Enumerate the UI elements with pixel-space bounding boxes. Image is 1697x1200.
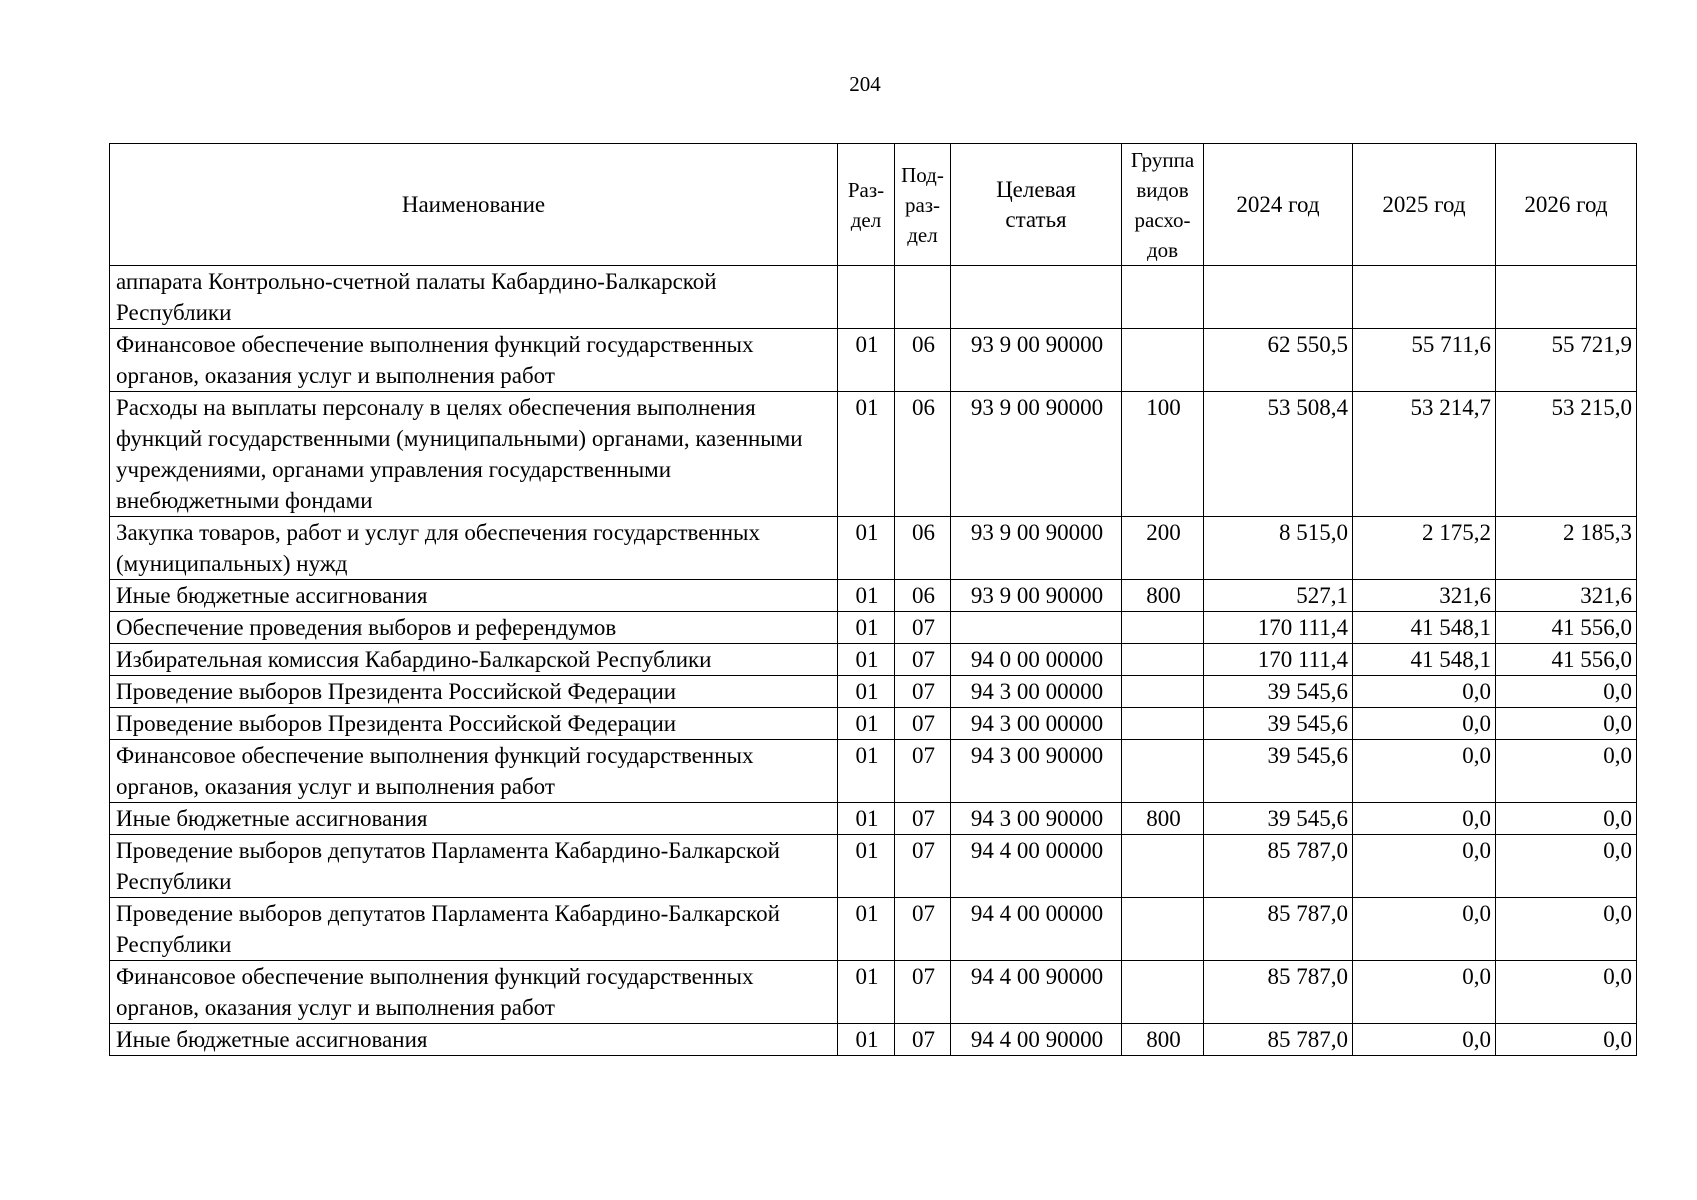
cell-name: Иные бюджетные ассигнования: [110, 803, 838, 835]
cell-podrazdel: 07: [895, 1024, 951, 1056]
cell-target: 94 0 00 00000: [951, 644, 1122, 676]
cell-target: 94 4 00 00000: [951, 898, 1122, 961]
cell-2025: 0,0: [1353, 898, 1496, 961]
header-2026-label: 2026 год: [1524, 191, 1608, 217]
cell-2024: 39 545,6: [1204, 676, 1353, 708]
cell-target: 94 3 00 90000: [951, 803, 1122, 835]
cell-podrazdel: 07: [895, 708, 951, 740]
header-target: [951, 144, 1122, 266]
header-2025: [1353, 144, 1496, 266]
cell-2026: 0,0: [1496, 835, 1637, 898]
cell-podrazdel: 07: [895, 803, 951, 835]
cell-name: Закупка товаров, работ и услуг для обеспечения государственных (муниципальных) нужд: [110, 517, 838, 580]
table-row: [110, 1024, 1637, 1056]
cell-podrazdel: 06: [895, 392, 951, 517]
cell-group: [1122, 835, 1204, 898]
table-row: [110, 580, 1637, 612]
cell-razdel: 01: [838, 1024, 895, 1056]
header-podrazdel: [895, 144, 951, 266]
cell-target: 94 3 00 00000: [951, 676, 1122, 708]
cell-target: 94 4 00 90000: [951, 1024, 1122, 1056]
header-podrazdel-label: Под- раз- дел: [901, 162, 944, 247]
cell-2024: 62 550,5: [1204, 329, 1353, 392]
cell-2024: 53 508,4: [1204, 392, 1353, 517]
cell-2025: 55 711,6: [1353, 329, 1496, 392]
cell-target: 94 4 00 00000: [951, 835, 1122, 898]
cell-2024: 85 787,0: [1204, 961, 1353, 1024]
cell-name: Финансовое обеспечение выполнения функций государственных органов, оказания услуг и выполнения работ: [110, 329, 838, 392]
cell-group: [1122, 612, 1204, 644]
cell-razdel: 01: [838, 898, 895, 961]
cell-razdel: 01: [838, 961, 895, 1024]
cell-2024: 170 111,4: [1204, 644, 1353, 676]
cell-razdel: 01: [838, 517, 895, 580]
cell-target: 93 9 00 90000: [951, 517, 1122, 580]
table-row: [110, 961, 1637, 1024]
cell-razdel: 01: [838, 580, 895, 612]
cell-podrazdel: 07: [895, 740, 951, 803]
cell-2024: 39 545,6: [1204, 708, 1353, 740]
cell-razdel: 01: [838, 803, 895, 835]
cell-2024: 527,1: [1204, 580, 1353, 612]
table-row: [110, 803, 1637, 835]
header-2025-label: 2025 год: [1382, 191, 1466, 217]
cell-2025: 0,0: [1353, 708, 1496, 740]
cell-podrazdel: 06: [895, 329, 951, 392]
table-row: [110, 676, 1637, 708]
cell-podrazdel: [895, 266, 951, 329]
cell-razdel: 01: [838, 644, 895, 676]
table-row: [110, 266, 1637, 329]
cell-2026: [1496, 266, 1637, 329]
cell-group: 100: [1122, 392, 1204, 517]
cell-group: 200: [1122, 517, 1204, 580]
cell-name: Проведение выборов депутатов Парламента Кабардино-Балкарской Республики: [110, 898, 838, 961]
cell-name: Проведение выборов Президента Российской Федерации: [110, 708, 838, 740]
cell-name: аппарата Контрольно-счетной палаты Кабардино-Балкарской Республики: [110, 266, 838, 329]
header-2026: [1496, 144, 1637, 266]
cell-2026: 0,0: [1496, 676, 1637, 708]
cell-razdel: 01: [838, 676, 895, 708]
cell-podrazdel: 07: [895, 835, 951, 898]
cell-target: 94 3 00 90000: [951, 740, 1122, 803]
cell-name: Проведение выборов Президента Российской Федерации: [110, 676, 838, 708]
cell-2024: 39 545,6: [1204, 740, 1353, 803]
cell-group: [1122, 708, 1204, 740]
cell-2026: 0,0: [1496, 740, 1637, 803]
cell-razdel: 01: [838, 392, 895, 517]
cell-2025: [1353, 266, 1496, 329]
cell-2025: 0,0: [1353, 740, 1496, 803]
cell-group: [1122, 740, 1204, 803]
table-row: [110, 517, 1637, 580]
table-row: [110, 644, 1637, 676]
cell-2025: 0,0: [1353, 803, 1496, 835]
cell-name: Финансовое обеспечение выполнения функций государственных органов, оказания услуг и выполнения работ: [110, 961, 838, 1024]
cell-name: Расходы на выплаты персоналу в целях обеспечения выполнения функций государственными (муниципальными) органами, казенными учреждениями, органами управления государственными внебюджетными фондами: [110, 392, 838, 517]
cell-2026: 0,0: [1496, 803, 1637, 835]
cell-name: Избирательная комиссия Кабардино-Балкарской Республики: [110, 644, 838, 676]
cell-name: Иные бюджетные ассигнования: [110, 580, 838, 612]
cell-2024: 8 515,0: [1204, 517, 1353, 580]
cell-name: Иные бюджетные ассигнования: [110, 1024, 838, 1056]
cell-2025: 41 548,1: [1353, 644, 1496, 676]
cell-2024: 85 787,0: [1204, 835, 1353, 898]
cell-group: [1122, 676, 1204, 708]
header-group-label: Группа видов расхо- дов: [1130, 147, 1195, 262]
cell-target: 94 4 00 90000: [951, 961, 1122, 1024]
cell-podrazdel: 07: [895, 898, 951, 961]
cell-podrazdel: 07: [895, 676, 951, 708]
header-name: [110, 144, 838, 266]
cell-2025: 53 214,7: [1353, 392, 1496, 517]
cell-2025: 41 548,1: [1353, 612, 1496, 644]
cell-2026: 0,0: [1496, 898, 1637, 961]
page-number: 204: [849, 72, 881, 96]
table-body: [110, 266, 1637, 1056]
table-row: [110, 898, 1637, 961]
cell-razdel: 01: [838, 835, 895, 898]
header-razdel: [838, 144, 895, 266]
header-group: [1122, 144, 1204, 266]
cell-target: 93 9 00 90000: [951, 392, 1122, 517]
cell-razdel: 01: [838, 740, 895, 803]
cell-2025: 0,0: [1353, 676, 1496, 708]
cell-2024: [1204, 266, 1353, 329]
cell-target: [951, 266, 1122, 329]
cell-2024: 170 111,4: [1204, 612, 1353, 644]
table-row: [110, 708, 1637, 740]
cell-razdel: 01: [838, 612, 895, 644]
cell-group: [1122, 961, 1204, 1024]
cell-name: Обеспечение проведения выборов и референдумов: [110, 612, 838, 644]
cell-target: 93 9 00 90000: [951, 580, 1122, 612]
header-2024-label: 2024 год: [1236, 191, 1320, 217]
cell-2026: 41 556,0: [1496, 612, 1637, 644]
cell-2026: 0,0: [1496, 1024, 1637, 1056]
table-row: [110, 612, 1637, 644]
cell-razdel: [838, 266, 895, 329]
table-row: [110, 392, 1637, 517]
cell-name: Финансовое обеспечение выполнения функций государственных органов, оказания услуг и выполнения работ: [110, 740, 838, 803]
cell-2026: 2 185,3: [1496, 517, 1637, 580]
cell-group: [1122, 644, 1204, 676]
cell-2026: 53 215,0: [1496, 392, 1637, 517]
budget-table: [109, 143, 1637, 1056]
cell-2026: 41 556,0: [1496, 644, 1637, 676]
cell-2024: 39 545,6: [1204, 803, 1353, 835]
cell-2026: 0,0: [1496, 708, 1637, 740]
cell-podrazdel: 06: [895, 580, 951, 612]
cell-2026: 55 721,9: [1496, 329, 1637, 392]
cell-2024: 85 787,0: [1204, 1024, 1353, 1056]
cell-2025: 0,0: [1353, 961, 1496, 1024]
cell-2026: 0,0: [1496, 961, 1637, 1024]
cell-group: [1122, 266, 1204, 329]
cell-group: [1122, 329, 1204, 392]
cell-group: 800: [1122, 580, 1204, 612]
header-razdel-label: Раз- дел: [847, 177, 885, 232]
table-row: [110, 740, 1637, 803]
table-row: [110, 329, 1637, 392]
table-header-row: [110, 144, 1637, 266]
cell-podrazdel: 07: [895, 644, 951, 676]
header-target-label: Целевая статья: [996, 176, 1076, 232]
cell-target: [951, 612, 1122, 644]
cell-2025: 2 175,2: [1353, 517, 1496, 580]
cell-2024: 85 787,0: [1204, 898, 1353, 961]
cell-group: 800: [1122, 1024, 1204, 1056]
cell-razdel: 01: [838, 329, 895, 392]
cell-2025: 0,0: [1353, 1024, 1496, 1056]
cell-2025: 321,6: [1353, 580, 1496, 612]
cell-target: 94 3 00 00000: [951, 708, 1122, 740]
cell-name: Проведение выборов депутатов Парламента Кабардино-Балкарской Республики: [110, 835, 838, 898]
cell-podrazdel: 06: [895, 517, 951, 580]
cell-2025: 0,0: [1353, 835, 1496, 898]
cell-group: [1122, 898, 1204, 961]
cell-2026: 321,6: [1496, 580, 1637, 612]
table-row: [110, 835, 1637, 898]
cell-target: 93 9 00 90000: [951, 329, 1122, 392]
header-name-label: Наименование: [401, 191, 546, 217]
header-2024: [1204, 144, 1353, 266]
cell-group: 800: [1122, 803, 1204, 835]
cell-podrazdel: 07: [895, 612, 951, 644]
cell-razdel: 01: [838, 708, 895, 740]
cell-podrazdel: 07: [895, 961, 951, 1024]
